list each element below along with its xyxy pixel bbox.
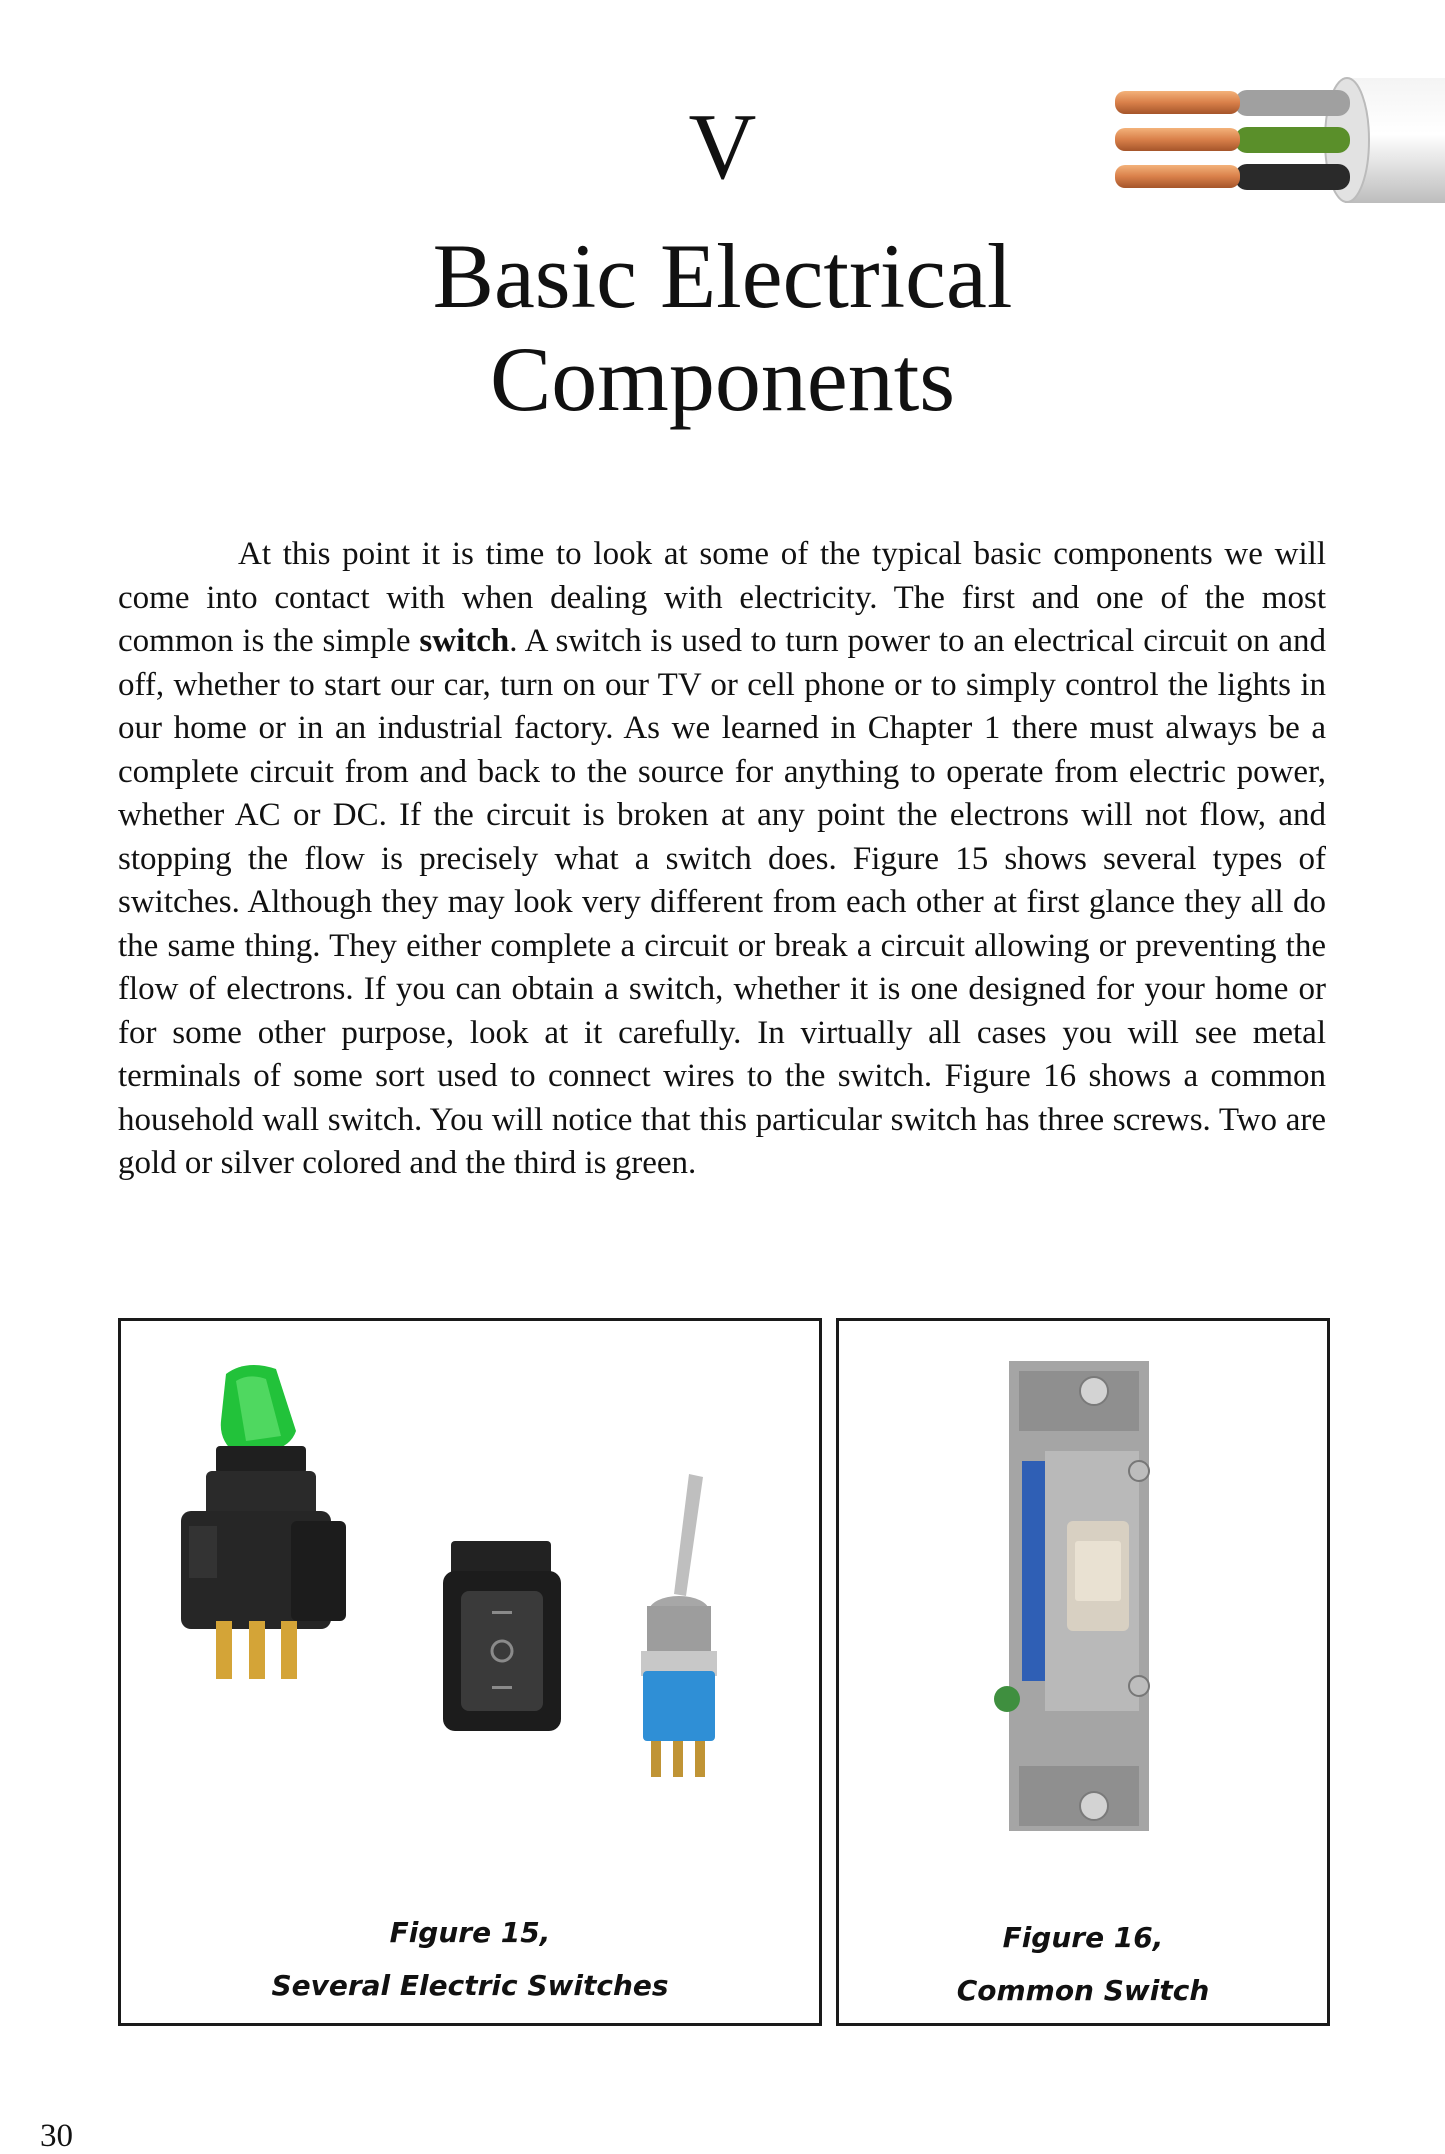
chapter-title-line-1: Basic Electrical xyxy=(432,225,1013,327)
rocker-switch-image xyxy=(443,1541,561,1731)
wall-switch-photo xyxy=(839,1321,1327,1881)
figure-15-caption-line-1: Figure 15, xyxy=(389,1916,551,1949)
figure-16-caption-line-2: Common Switch xyxy=(956,1974,1210,2007)
body-paragraph xyxy=(118,533,1326,1186)
figure-16-caption xyxy=(839,1911,1327,2017)
bold-term: switch xyxy=(419,623,510,659)
figure-15 xyxy=(118,1318,822,2026)
body-text-part-2: . A switch is used to turn power to an electrical circuit on and off, whether to start our car, turn on our TV or cell phone or to simply control the lights in our home or in an industrial factory. As we learned in Chapter 1 there must always be a complete circuit from and back to the source for anything to operate from electric power, whether AC or DC. If the circuit is broken at any point the electrons will not flow, and stopping the flow is precisely what a switch does. Figure 15 shows several types of switches. Although they may look very different from each other at first glance they all do the same thing. They either complete a circuit or break a circuit allowing or preventing the flow of electrons. If you can obtain a switch, whether it is one designed for your home or for some other purpose, look at it carefully. In virtually all cases you will see metal terminals of some sort used to connect wires to the switch. Figure 16 shows a common household wall switch. You will notice that this particular switch has three screws. Two are gold or silver colored and the third is green. xyxy=(118,623,1326,1181)
body-text-part-1: At this point it is time to look at some of the typical basic components we will come into contact with when dealing with electricity. The first and one of the most common is the simple xyxy=(118,536,1326,659)
chapter-number: V xyxy=(688,95,757,199)
chapter-title-line-2: Components xyxy=(489,328,956,431)
figure-16 xyxy=(836,1318,1330,2026)
green-toggle-switch-image xyxy=(181,1365,346,1679)
switches-photo xyxy=(121,1321,819,1881)
figure-15-caption-line-2: Several Electric Switches xyxy=(271,1969,669,2002)
figure-16-caption-line-1: Figure 16, xyxy=(1002,1921,1164,1954)
figure-15-caption xyxy=(121,1906,819,2012)
chapter-title xyxy=(0,225,1445,431)
page-number: 30 xyxy=(40,2118,73,2154)
mini-toggle-switch-image xyxy=(641,1474,717,1777)
